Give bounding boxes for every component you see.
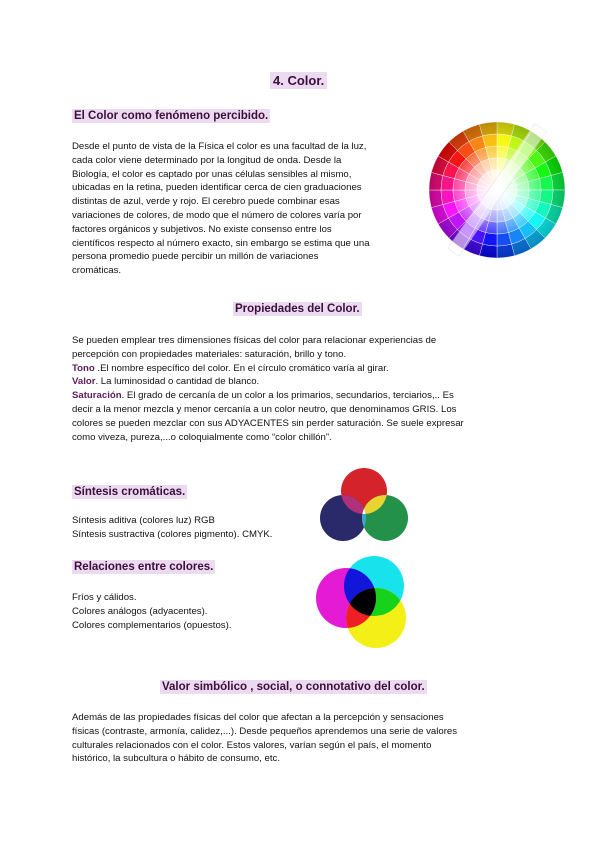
heading-relaciones: Relaciones entre colores. bbox=[74, 561, 214, 573]
tono-text: .El nombre específico del color. En el círculo cromático varía al girar. bbox=[94, 362, 389, 374]
text-line: como viveza, pureza,...o coloquialmente como “color chillón”. bbox=[72, 431, 332, 443]
saturacion-line bbox=[72, 389, 542, 403]
text-line: Biología, el color es captado por unas células sensibles al mismo, bbox=[72, 168, 352, 180]
text-line: físicas (contraste, armonía, calidez,...). Desde pequeños aprendemos una serie de valores bbox=[72, 725, 458, 737]
text-line: culturales relacionados con el color. Estos valores, varían según el país, el momento bbox=[72, 739, 432, 751]
tono-line bbox=[72, 362, 542, 376]
text-line: Desde el punto de vista de la Física el color es una facultad de la luz, bbox=[72, 141, 367, 152]
paragraph-valor-simbolico bbox=[72, 711, 542, 766]
text-line: ubicadas en la retina, pueden identificar cerca de cien graduaciones bbox=[72, 182, 362, 194]
page-title: 4. Color. bbox=[270, 72, 327, 89]
text-line: Fríos y cálidos. bbox=[72, 592, 137, 603]
rgb-additive-diagram bbox=[318, 466, 410, 542]
text-line: Además de las propiedades físicas del color que afectan a la percepción y sensaciones bbox=[72, 712, 444, 723]
text-line: variaciones de colores, de modo que el número de colores varía por bbox=[72, 209, 362, 221]
saturacion-text: . El grado de cercanía de un color a los primarios, secundarios, terciarios,.. Es bbox=[121, 390, 454, 402]
text-line: distintas de azul, verde y rojo. El cerebro puede combinar esas bbox=[72, 196, 340, 208]
text-line: decir a la menor mezcla y menor cercanía a un color neutro, que denominamos GRIS. Los bbox=[72, 403, 457, 415]
text-line: cromáticas. bbox=[72, 265, 122, 277]
text-line: histórico, la subcultura o hábito de consumo, etc. bbox=[72, 753, 280, 765]
heading-propiedades: Propiedades del Color. bbox=[235, 303, 360, 315]
heading-valor-simbolico: Valor simbólico , social, o connotativo del color. bbox=[162, 681, 425, 693]
heading-sintesis: Síntesis cromáticas. bbox=[74, 486, 186, 498]
text-line: percepción con propiedades materiales: saturación, brillo y tono. bbox=[72, 348, 347, 360]
valor-term: Valor bbox=[72, 376, 96, 388]
text-line: Síntesis sustractiva (colores pigmento). CMYK. bbox=[72, 528, 273, 540]
text-line: científicos respecto al número exacto, sin embargo se estima que una bbox=[72, 237, 370, 249]
paragraph-sintesis bbox=[72, 514, 322, 542]
text-line: colores se pueden mezclar con sus ADYACENTES sin perder saturación. Se suele expresar bbox=[72, 417, 464, 429]
text-line: Se pueden emplear tres dimensiones físicas del color para relacionar experiencias de bbox=[72, 335, 437, 346]
text-line: cada color viene determinado por la longitud de onda. Desde la bbox=[72, 154, 342, 166]
heading-color-fenomeno: El Color como fenómeno percibido. bbox=[74, 110, 269, 122]
text-line: Colores análogos (adyacentes). bbox=[72, 605, 208, 617]
text-line: persona promedio puede percibir un millón de variaciones bbox=[72, 251, 319, 263]
cmy-subtractive-diagram bbox=[310, 556, 414, 648]
text-line: factores orgánicos y subjetivos. No existe consenso entre los bbox=[72, 223, 332, 235]
paragraph-propiedades bbox=[72, 334, 542, 444]
text-line: Colores complementarios (opuestos). bbox=[72, 619, 232, 631]
valor-line bbox=[72, 375, 542, 389]
color-wheel-image bbox=[424, 110, 570, 278]
paragraph-color-fenomeno bbox=[72, 140, 417, 278]
tono-term: Tono bbox=[72, 362, 95, 374]
text-line: Síntesis aditiva (colores luz) RGB bbox=[72, 515, 215, 526]
valor-text: . La luminosidad o cantidad de blanco. bbox=[95, 376, 260, 388]
saturacion-term: Saturación bbox=[72, 390, 122, 402]
paragraph-relaciones bbox=[72, 591, 322, 632]
